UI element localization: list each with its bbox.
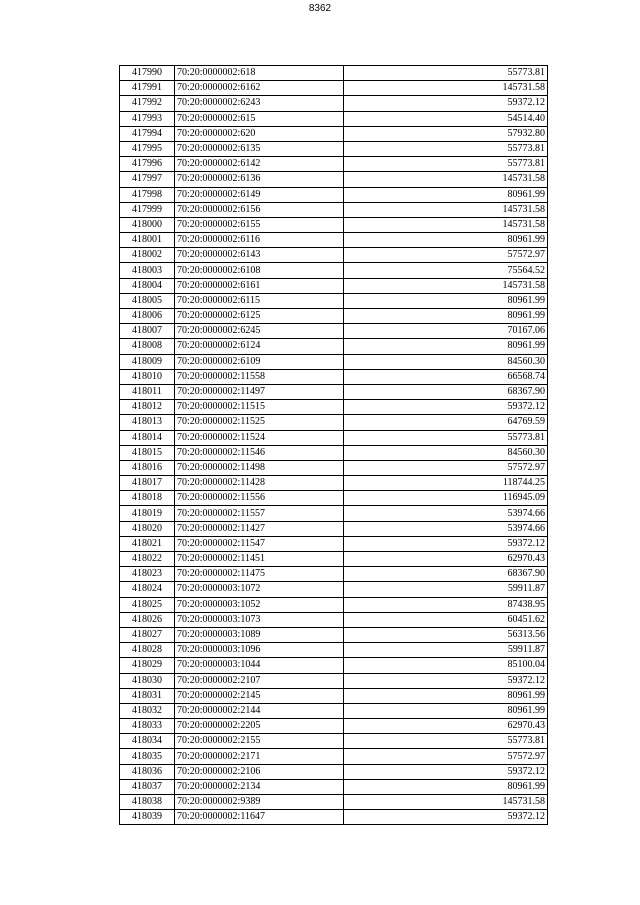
cadastral-number: 70:20:0000002:6245 <box>175 324 344 339</box>
row-number: 418024 <box>120 582 175 597</box>
cadastral-value: 64769.59 <box>344 415 548 430</box>
cadastral-value: 80961.99 <box>344 779 548 794</box>
cadastral-value: 54514.40 <box>344 111 548 126</box>
table-row <box>120 491 548 506</box>
row-number: 418009 <box>120 354 175 369</box>
cadastral-number: 70:20:0000002:11525 <box>175 415 344 430</box>
row-number: 418033 <box>120 719 175 734</box>
table-row <box>120 506 548 521</box>
cadastral-value: 55773.81 <box>344 141 548 156</box>
cadastral-number: 70:20:0000002:618 <box>175 66 344 81</box>
table-row <box>120 233 548 248</box>
cadastral-value: 145731.58 <box>344 217 548 232</box>
row-number: 417990 <box>120 66 175 81</box>
cadastral-number: 70:20:0000002:6155 <box>175 217 344 232</box>
cadastral-value: 145731.58 <box>344 172 548 187</box>
cadastral-number: 70:20:0000002:11557 <box>175 506 344 521</box>
table-row <box>120 673 548 688</box>
table-row <box>120 217 548 232</box>
table-row <box>120 126 548 141</box>
cadastral-number: 70:20:0000002:11427 <box>175 521 344 536</box>
table-row <box>120 734 548 749</box>
cadastral-value: 59372.12 <box>344 673 548 688</box>
table-row <box>120 187 548 202</box>
cadastral-number: 70:20:0000003:1072 <box>175 582 344 597</box>
cadastral-number: 70:20:0000003:1044 <box>175 658 344 673</box>
cadastral-value: 55773.81 <box>344 734 548 749</box>
table-row <box>120 597 548 612</box>
cadastral-value: 57572.97 <box>344 248 548 263</box>
table-row <box>120 248 548 263</box>
cadastral-value: 53974.66 <box>344 521 548 536</box>
row-number: 418036 <box>120 764 175 779</box>
table-row <box>120 536 548 551</box>
registry-table-body <box>120 66 548 825</box>
cadastral-value: 57932.80 <box>344 126 548 141</box>
table-row <box>120 354 548 369</box>
row-number: 417991 <box>120 81 175 96</box>
cadastral-number: 70:20:0000002:620 <box>175 126 344 141</box>
cadastral-value: 59372.12 <box>344 810 548 825</box>
row-number: 418026 <box>120 612 175 627</box>
cadastral-value: 66568.74 <box>344 369 548 384</box>
row-number: 418019 <box>120 506 175 521</box>
row-number: 418027 <box>120 627 175 642</box>
cadastral-number: 70:20:0000002:6136 <box>175 172 344 187</box>
cadastral-number: 70:20:0000003:1052 <box>175 597 344 612</box>
row-number: 418008 <box>120 339 175 354</box>
row-number: 418039 <box>120 810 175 825</box>
table-row <box>120 400 548 415</box>
cadastral-value: 145731.58 <box>344 278 548 293</box>
cadastral-number: 70:20:0000002:6243 <box>175 96 344 111</box>
table-row <box>120 96 548 111</box>
cadastral-number: 70:20:0000002:11524 <box>175 430 344 445</box>
cadastral-number: 70:20:0000002:11428 <box>175 476 344 491</box>
cadastral-value: 145731.58 <box>344 795 548 810</box>
row-number: 418018 <box>120 491 175 506</box>
cadastral-number: 70:20:0000002:2171 <box>175 749 344 764</box>
row-number: 418002 <box>120 248 175 263</box>
table-row <box>120 810 548 825</box>
cadastral-number: 70:20:0000003:1073 <box>175 612 344 627</box>
cadastral-value: 80961.99 <box>344 703 548 718</box>
cadastral-number: 70:20:0000002:11498 <box>175 460 344 475</box>
table-row <box>120 263 548 278</box>
cadastral-value: 116945.09 <box>344 491 548 506</box>
row-number: 418031 <box>120 688 175 703</box>
table-row <box>120 749 548 764</box>
table-row <box>120 643 548 658</box>
table-row <box>120 582 548 597</box>
cadastral-value: 68367.90 <box>344 567 548 582</box>
table-row <box>120 141 548 156</box>
table-row <box>120 66 548 81</box>
cadastral-value: 145731.58 <box>344 202 548 217</box>
cadastral-value: 55773.81 <box>344 430 548 445</box>
cadastral-number: 70:20:0000002:11451 <box>175 552 344 567</box>
table-row <box>120 339 548 354</box>
cadastral-value: 55773.81 <box>344 66 548 81</box>
cadastral-number: 70:20:0000002:11547 <box>175 536 344 551</box>
table-row <box>120 764 548 779</box>
cadastral-value: 80961.99 <box>344 688 548 703</box>
cadastral-number: 70:20:0000002:6124 <box>175 339 344 354</box>
row-number: 418021 <box>120 536 175 551</box>
table-row <box>120 567 548 582</box>
cadastral-number: 70:20:0000002:6143 <box>175 248 344 263</box>
table-row <box>120 795 548 810</box>
row-number: 418001 <box>120 233 175 248</box>
row-number: 418003 <box>120 263 175 278</box>
cadastral-value: 68367.90 <box>344 384 548 399</box>
cadastral-value: 85100.04 <box>344 658 548 673</box>
cadastral-value: 118744.25 <box>344 476 548 491</box>
cadastral-value: 56313.56 <box>344 627 548 642</box>
row-number: 418023 <box>120 567 175 582</box>
row-number: 418037 <box>120 779 175 794</box>
cadastral-value: 62970.43 <box>344 552 548 567</box>
table-row <box>120 476 548 491</box>
cadastral-value: 84560.30 <box>344 445 548 460</box>
cadastral-value: 75564.52 <box>344 263 548 278</box>
row-number: 418013 <box>120 415 175 430</box>
table-row <box>120 445 548 460</box>
cadastral-value: 57572.97 <box>344 749 548 764</box>
table-row <box>120 779 548 794</box>
cadastral-value: 80961.99 <box>344 233 548 248</box>
cadastral-value: 70167.06 <box>344 324 548 339</box>
cadastral-number: 70:20:0000003:1096 <box>175 643 344 658</box>
row-number: 418011 <box>120 384 175 399</box>
cadastral-value: 53974.66 <box>344 506 548 521</box>
row-number: 418010 <box>120 369 175 384</box>
row-number: 417992 <box>120 96 175 111</box>
table-row <box>120 278 548 293</box>
cadastral-number: 70:20:0000002:9389 <box>175 795 344 810</box>
table-row <box>120 658 548 673</box>
cadastral-value: 80961.99 <box>344 293 548 308</box>
cadastral-value: 62970.43 <box>344 719 548 734</box>
cadastral-number: 70:20:0000002:6149 <box>175 187 344 202</box>
row-number: 417997 <box>120 172 175 187</box>
cadastral-value: 80961.99 <box>344 309 548 324</box>
row-number: 417995 <box>120 141 175 156</box>
cadastral-value: 59372.12 <box>344 96 548 111</box>
row-number: 418000 <box>120 217 175 232</box>
row-number: 417994 <box>120 126 175 141</box>
table-row <box>120 81 548 96</box>
cadastral-number: 70:20:0000002:11546 <box>175 445 344 460</box>
row-number: 417998 <box>120 187 175 202</box>
cadastral-number: 70:20:0000002:2145 <box>175 688 344 703</box>
cadastral-number: 70:20:0000002:11647 <box>175 810 344 825</box>
page-number: 8362 <box>308 3 332 14</box>
row-number: 418038 <box>120 795 175 810</box>
table-row <box>120 627 548 642</box>
row-number: 418030 <box>120 673 175 688</box>
cadastral-number: 70:20:0000002:2107 <box>175 673 344 688</box>
cadastral-number: 70:20:0000002:615 <box>175 111 344 126</box>
cadastral-number: 70:20:0000003:1089 <box>175 627 344 642</box>
cadastral-number: 70:20:0000002:6109 <box>175 354 344 369</box>
cadastral-number: 70:20:0000002:6125 <box>175 309 344 324</box>
row-number: 418014 <box>120 430 175 445</box>
table-row <box>120 460 548 475</box>
cadastral-number: 70:20:0000002:6161 <box>175 278 344 293</box>
cadastral-number: 70:20:0000002:2144 <box>175 703 344 718</box>
cadastral-value: 84560.30 <box>344 354 548 369</box>
cadastral-value: 59911.87 <box>344 643 548 658</box>
table-row <box>120 719 548 734</box>
row-number: 418016 <box>120 460 175 475</box>
cadastral-value: 55773.81 <box>344 157 548 172</box>
cadastral-number: 70:20:0000002:11497 <box>175 384 344 399</box>
table-row <box>120 324 548 339</box>
cadastral-number: 70:20:0000002:11475 <box>175 567 344 582</box>
table-row <box>120 612 548 627</box>
table-row <box>120 172 548 187</box>
row-number: 418012 <box>120 400 175 415</box>
table-row <box>120 157 548 172</box>
table-row <box>120 384 548 399</box>
table-row <box>120 111 548 126</box>
row-number: 418022 <box>120 552 175 567</box>
row-number: 417993 <box>120 111 175 126</box>
table-row <box>120 293 548 308</box>
cadastral-number: 70:20:0000002:11556 <box>175 491 344 506</box>
cadastral-number: 70:20:0000002:2106 <box>175 764 344 779</box>
row-number: 417999 <box>120 202 175 217</box>
row-number: 418017 <box>120 476 175 491</box>
cadastral-number: 70:20:0000002:6156 <box>175 202 344 217</box>
cadastral-number: 70:20:0000002:6135 <box>175 141 344 156</box>
table-row <box>120 521 548 536</box>
registry-table <box>119 65 548 825</box>
row-number: 418025 <box>120 597 175 612</box>
table-row <box>120 688 548 703</box>
cadastral-value: 57572.97 <box>344 460 548 475</box>
table-row <box>120 703 548 718</box>
table-row <box>120 552 548 567</box>
row-number: 418007 <box>120 324 175 339</box>
row-number: 417996 <box>120 157 175 172</box>
cadastral-number: 70:20:0000002:2155 <box>175 734 344 749</box>
table-row <box>120 309 548 324</box>
cadastral-value: 59372.12 <box>344 400 548 415</box>
row-number: 418005 <box>120 293 175 308</box>
row-number: 418029 <box>120 658 175 673</box>
cadastral-value: 145731.58 <box>344 81 548 96</box>
table-row <box>120 202 548 217</box>
row-number: 418034 <box>120 734 175 749</box>
cadastral-value: 80961.99 <box>344 339 548 354</box>
cadastral-number: 70:20:0000002:6108 <box>175 263 344 278</box>
cadastral-number: 70:20:0000002:11558 <box>175 369 344 384</box>
cadastral-value: 59372.12 <box>344 536 548 551</box>
table-row <box>120 369 548 384</box>
row-number: 418035 <box>120 749 175 764</box>
cadastral-value: 59911.87 <box>344 582 548 597</box>
row-number: 418028 <box>120 643 175 658</box>
cadastral-number: 70:20:0000002:2205 <box>175 719 344 734</box>
cadastral-value: 59372.12 <box>344 764 548 779</box>
cadastral-number: 70:20:0000002:6142 <box>175 157 344 172</box>
row-number: 418006 <box>120 309 175 324</box>
cadastral-value: 87438.95 <box>344 597 548 612</box>
cadastral-number: 70:20:0000002:11515 <box>175 400 344 415</box>
table-row <box>120 415 548 430</box>
row-number: 418015 <box>120 445 175 460</box>
row-number: 418004 <box>120 278 175 293</box>
cadastral-value: 60451.62 <box>344 612 548 627</box>
cadastral-number: 70:20:0000002:6116 <box>175 233 344 248</box>
cadastral-number: 70:20:0000002:2134 <box>175 779 344 794</box>
row-number: 418020 <box>120 521 175 536</box>
row-number: 418032 <box>120 703 175 718</box>
cadastral-number: 70:20:0000002:6115 <box>175 293 344 308</box>
cadastral-number: 70:20:0000002:6162 <box>175 81 344 96</box>
table-row <box>120 430 548 445</box>
cadastral-value: 80961.99 <box>344 187 548 202</box>
